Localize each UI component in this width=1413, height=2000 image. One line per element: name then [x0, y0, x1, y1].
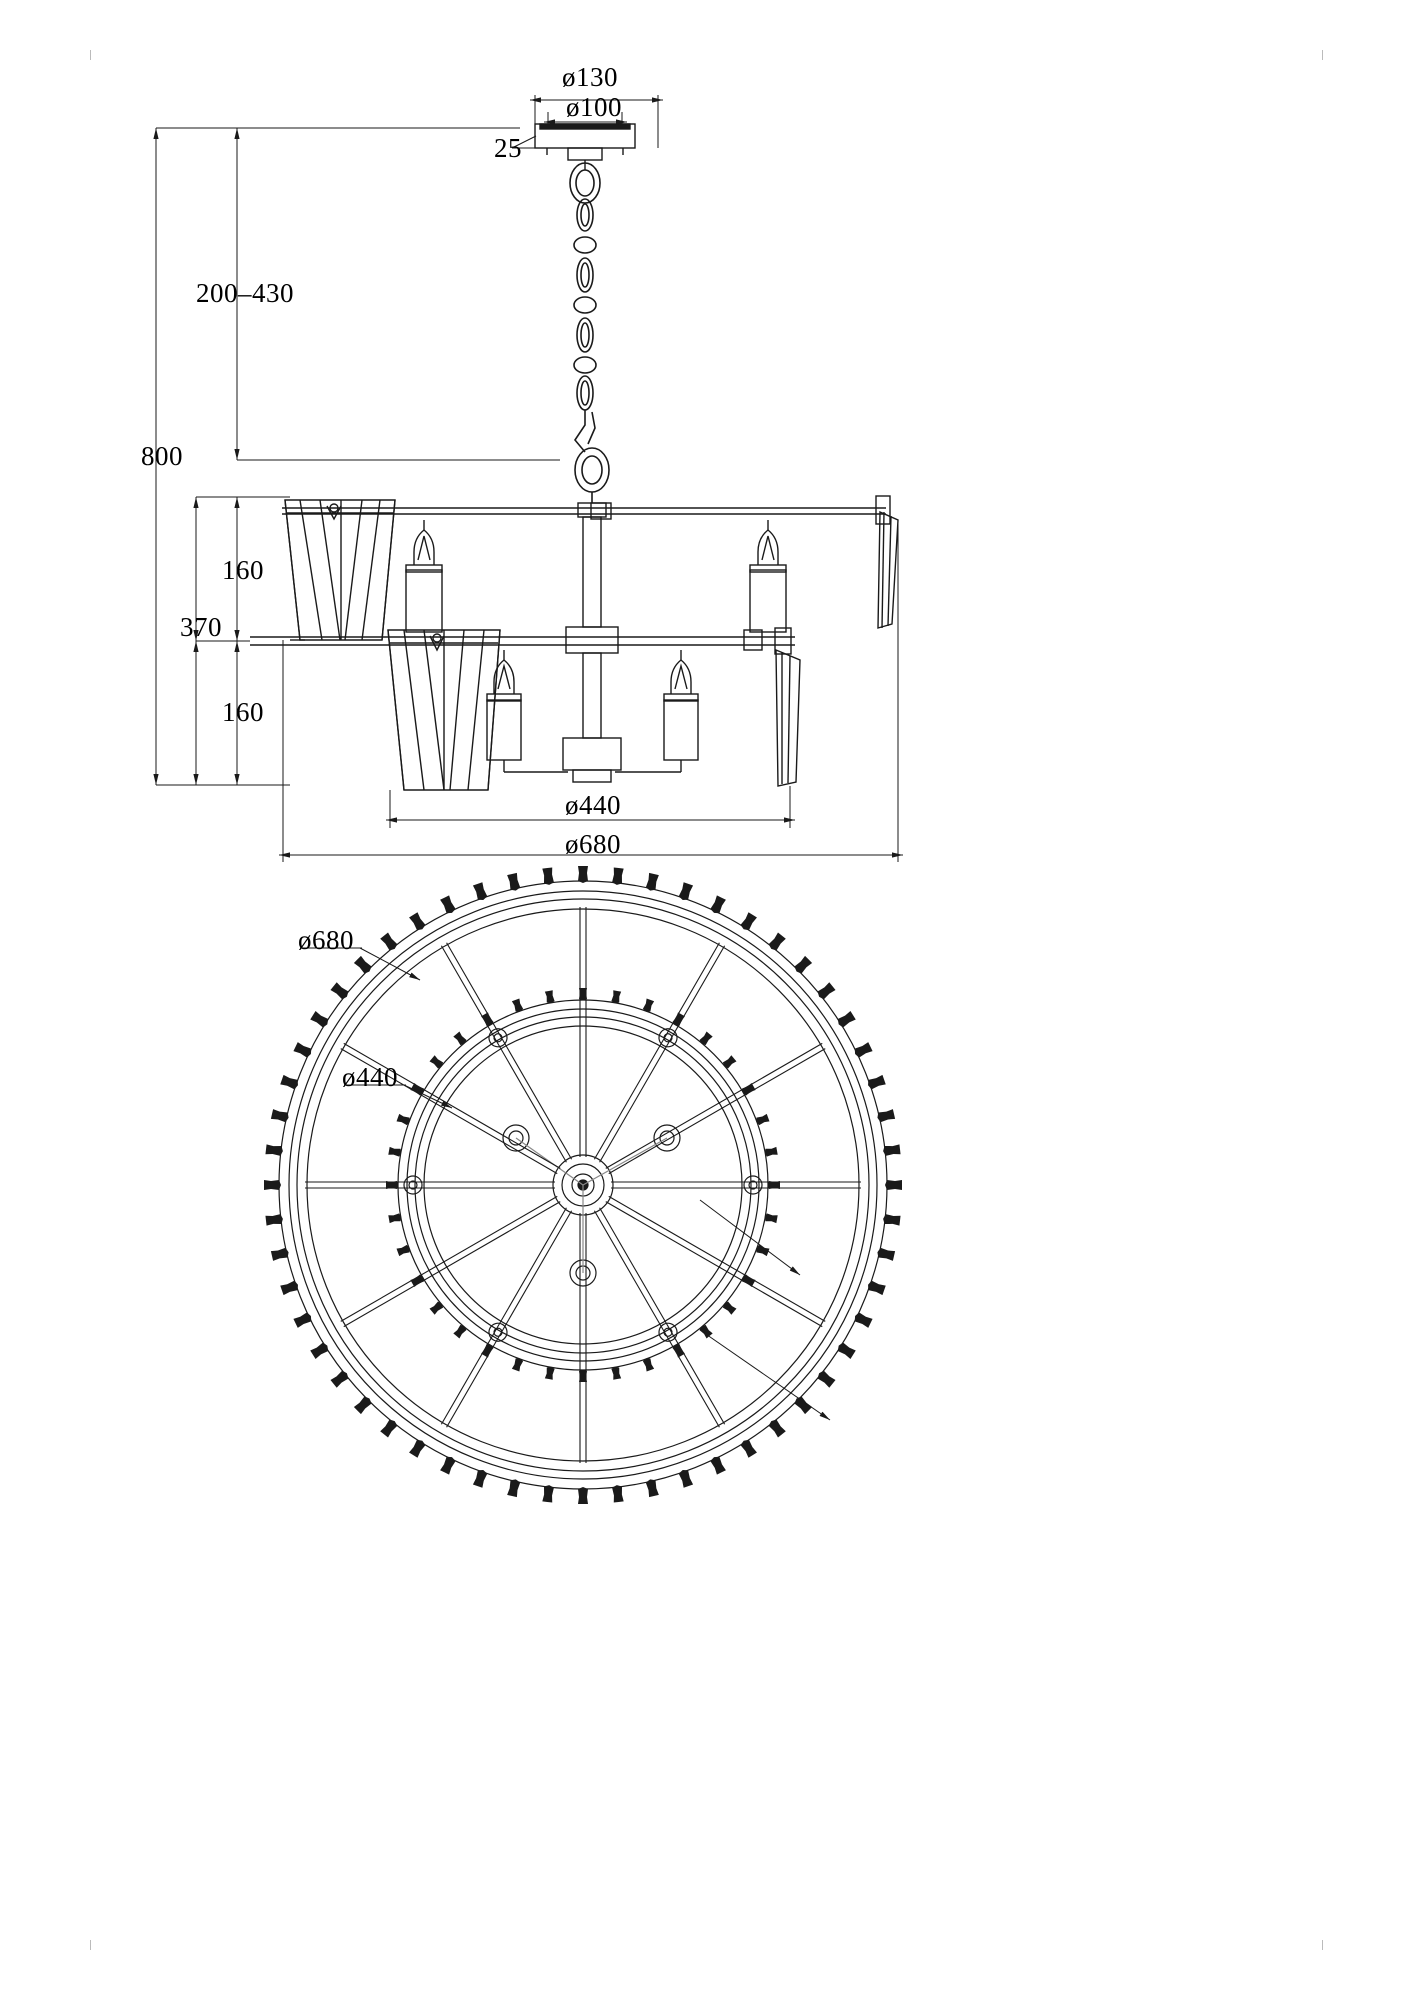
suspension-chain [570, 163, 609, 503]
elevation-dimension-lines [156, 95, 903, 862]
central-column [563, 503, 621, 782]
dim-chain-range: 200–430 [196, 278, 294, 308]
dim-inner-ring: ø440 [565, 790, 621, 820]
dim-canopy-outer: ø130 [562, 62, 618, 92]
dim-upper-tier: 160 [222, 555, 264, 585]
lamp-lower-right [615, 650, 698, 772]
crystal-shade-upper-left [285, 500, 395, 640]
dim-plan-outer-ring: ø680 [298, 925, 354, 955]
crystal-blade-upper-right [878, 512, 898, 628]
elevation-view [250, 124, 898, 790]
dim-plan-inner-ring: ø440 [342, 1062, 398, 1092]
plan-view [279, 881, 887, 1489]
dim-body-height: 370 [180, 612, 222, 642]
plan-lamp-sockets [503, 1125, 680, 1286]
crystal-shade-lower-left [388, 630, 500, 790]
lamp-upper-right [750, 520, 786, 632]
lower-tier-arm [250, 628, 795, 654]
lamp-lower-left [487, 650, 568, 772]
dim-outer-ring: ø680 [565, 829, 621, 859]
dim-total-height: 800 [141, 441, 183, 471]
dim-lower-tier: 160 [222, 697, 264, 727]
dim-canopy-height: 25 [494, 133, 522, 163]
lamp-upper-left [406, 520, 442, 632]
dim-canopy-inner: ø100 [566, 92, 622, 122]
crystal-blade-lower-right [776, 650, 800, 786]
